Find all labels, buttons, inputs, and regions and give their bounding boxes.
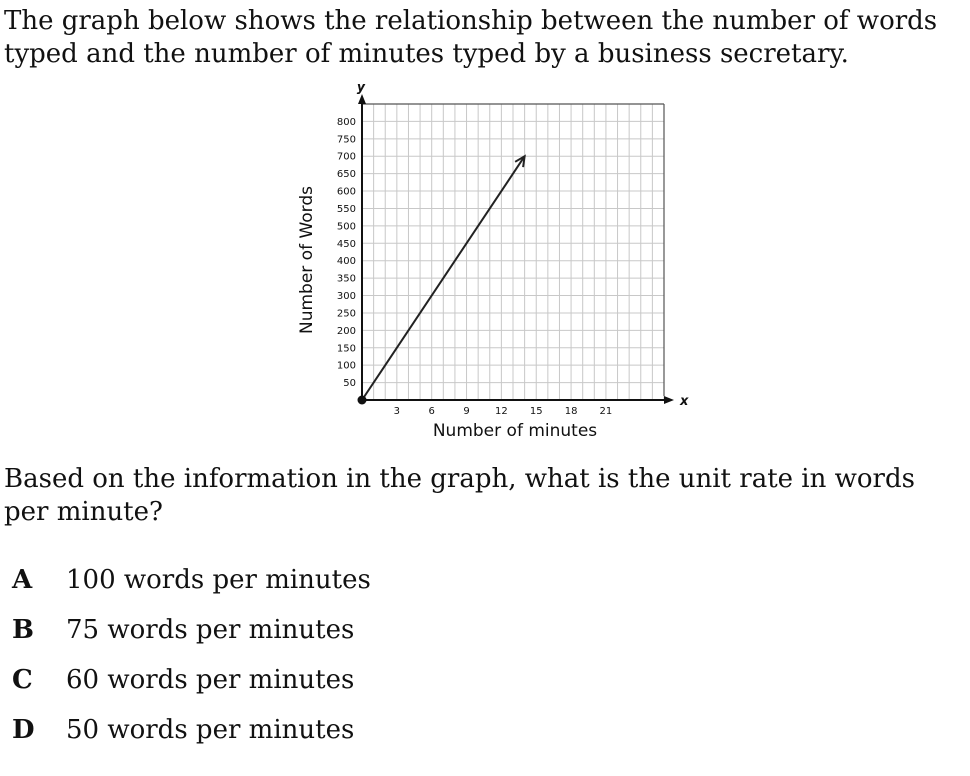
y-tick-label: 500 [336,221,356,233]
choice-d[interactable] [12,705,371,755]
y-tick-label: 650 [336,169,356,181]
y-tick-label: 100 [336,360,356,372]
y-axis-arrow [358,94,366,104]
choice-a[interactable] [12,555,371,605]
y-tick-label: 150 [336,343,356,355]
y-tick-label: 800 [336,116,356,128]
y-tick-label: 50 [343,378,356,390]
choice-letter: C [12,665,33,695]
question-intro: The graph below shows the relationship between the number of words typed and the number of minutes typed by a business secretary. [4,6,938,69]
y-tick-label: 700 [336,151,356,163]
x-tick-label: 21 [599,406,613,417]
y-tick-label: 450 [336,238,356,250]
x-axis-arrow [664,396,674,404]
y-tick-label: 200 [336,325,356,337]
answer-choices [12,555,371,755]
y-tick-label: 750 [336,134,356,146]
start-point [358,396,367,405]
x-axis-letter: x [680,394,689,409]
words-per-minute-graph [290,84,710,444]
y-axis-title: Number of Words [297,185,317,335]
x-tick-label: 18 [564,406,578,417]
y-tick-label: 250 [336,308,356,320]
data-series [358,156,525,404]
question-prompt: Based on the information in the graph, what is the unit rate in words per minute? [4,464,915,527]
x-axis-title: Number of minutes [432,421,598,441]
grid-lines [362,104,664,400]
axes [358,94,674,404]
choice-text: 60 words per minutes [66,665,355,695]
y-tick-label: 600 [336,186,356,198]
y-tick-label: 300 [336,291,356,303]
x-tick-label: 3 [393,406,401,417]
choice-c[interactable] [12,655,371,705]
x-tick-label: 12 [495,406,508,417]
y-tick-label: 550 [336,203,356,215]
choice-text: 100 words per minutes [66,565,371,595]
choice-letter: B [12,615,34,645]
x-tick-label: 6 [428,406,435,417]
y-tick-label: 350 [336,273,356,285]
x-tick-label: 9 [463,406,470,417]
choice-letter: A [12,565,33,595]
y-axis-letter: y [356,84,366,95]
choice-text: 75 words per minutes [66,615,355,645]
choice-text: 50 words per minutes [66,715,355,745]
x-tick-label: 15 [529,406,543,417]
choice-b[interactable] [12,605,371,655]
y-tick-label: 400 [336,256,356,268]
choice-letter: D [12,715,35,745]
